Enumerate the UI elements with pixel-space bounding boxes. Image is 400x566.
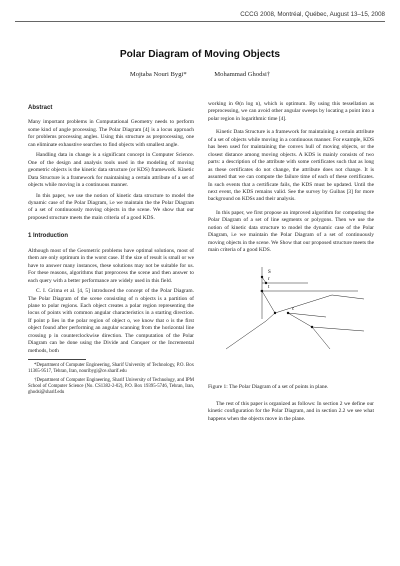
figure-label-r: r [268,276,270,282]
figure-label-s: S [268,269,271,275]
header-rule [15,21,385,22]
figure-label-c: c [292,306,295,312]
point-object [261,275,263,277]
right-paragraph-2: Kinetic Data Structure is a framework for maintaining a certain attribute of a set of objects while moving in a continuous manner. For example, KDS has been used for maintaining the convex hull of moving objects, or the closest distance among moving objects. A KDS is mainly consists of two parts: a description of the attribute with some certificates such that as long as these certificates do not change, the attribute does not change. It is assumed that we can compute the failure time of each of these certificates. In such events that a certificate fails, the KDS must be updated. Until the next event, the KDS remains valid. See the survey by Guibas [3] for more background on KDSs and their analysis. [208,129,374,203]
polar-diagram-edge [226,321,266,349]
point-object [287,311,289,313]
left-column [28,101,194,399]
polar-diagram-edge [312,327,330,349]
point-object [265,281,267,283]
author-2: Mohammad Ghodsi† [214,71,271,78]
figure-polar-diagram [208,261,374,381]
polar-diagram-edge [262,291,275,313]
introduction-heading: 1 Introduction [28,233,68,240]
point-object [311,325,313,327]
footnote-1: *Department of Computer Engineering, Sharif University of Technology, P.O. Box 11365-9517, Tehran, Iran, nouribygi@ce.sharif.edu [28,363,194,375]
right-paragraph-1: working in Θ(n log n), which is optimum. By using this tessellation as preprocessing, we can avoid other angular sweeps by locating a point into a polar region in logarithmic time [4]. [208,101,374,122]
intro-paragraph-2: C. I. Grima et al. [4, 5] introduced the concept of the Polar Diagram. The Polar Diagram of the scene consisting of n objects is a partition of plane to polar regions. Each object creates a polar region representing the locus of points with common angular characteristics in a starting direction. If point p lies in the polar region of object o, we know that o is the first object found after performing an angular scanning from the horizontal line crossing p in counterclockwise direction. The computation of the Polar Diagram can be done using the Divide and Conquer or the Incremental methods, both [28,288,194,354]
polar-diagram-edge [275,295,332,313]
footnote-rule [28,359,86,360]
author-1: Mojtaba Nouri Bygi* [129,71,187,78]
figure-label-t: t [268,284,270,290]
conference-header: CCCG 2008, Montréal, Québec, August 13–15, 2008 [240,11,385,18]
polar-diagram-edge [312,327,364,331]
paper-title: Polar Diagram of Moving Objects [119,49,281,60]
right-column [208,101,374,426]
abstract-paragraph-1: Many important problems in Computational Geometry needs to perform some kind of angle processing. The Polar Diagram [4] is a locus approach for problems processing angles. Using this structure as preprocessing, one can eliminate exhaustive searches to find objects with smallest angle. [28,119,194,148]
point-object [261,289,263,291]
footnote-2: †Department of Computer Engineering, Sharif University of Technology, and IPM School of Computer Science (No. CS1382-2-02), P.O. Box 19395-5746, Tehran, Iran, ghodsi@sharif.edu [28,377,194,396]
polar-diagram-edge [332,295,364,299]
author-list [0,71,400,78]
intro-paragraph-1: Although most of the Geometric problems have optimal solutions, most of them are only optimum in the worst case. If the size of result is small or we have to answer many instances, these solutions may not be suitable for us. For these reasons, algorithms that preprocess the scene and then answer to each query with a better performance are widely used in this field. [28,247,194,284]
abstract-paragraph-3: In this paper, we use the notion of kinetic data structure to model the dynamic case of the Polar Diagram, i.e we maintain the the Polar Diagram of a set of continuously moving objects in the scene. We show that our proposed structure meets the main criteria of a good KDS. [28,192,194,221]
abstract-paragraph-2: Handling data in change is a significant concept in Computer Science. One of the design and analysis tools used in the modeling of moving geometric objects is the kinetic data structure (or KDS) framework. Kinetic Data Structure is a framework for maintaining a certain attribute of a set of objects while moving in a continuous manner. [28,152,194,189]
abstract-heading: Abstract [28,105,53,111]
right-paragraph-3: In this paper, we first propose an improved algorithm for computing the Polar Diagram of a set of line segments or polygons. Then we use the notion of kinetic data structure to model the dynamic case of the Polar Diagram, i.e we maintain the Polar Diagram of a set of continuously moving objects in the scene. We Show that our proposed structure meets the main criteria of a good KDS. [208,209,374,254]
polar-diagram-svg [208,261,374,381]
polar-diagram-edge [266,313,275,321]
right-paragraph-4: The rest of this paper is organized as follows: In section 2 we define our kinetic configuration for the Polar Diagram, and in section 2.2 we see what happens when the objects move in the plane. [208,400,374,422]
point-object [274,311,276,313]
figure-caption: Figure 1: The Polar Diagram of a set of points in plane. [208,383,329,390]
